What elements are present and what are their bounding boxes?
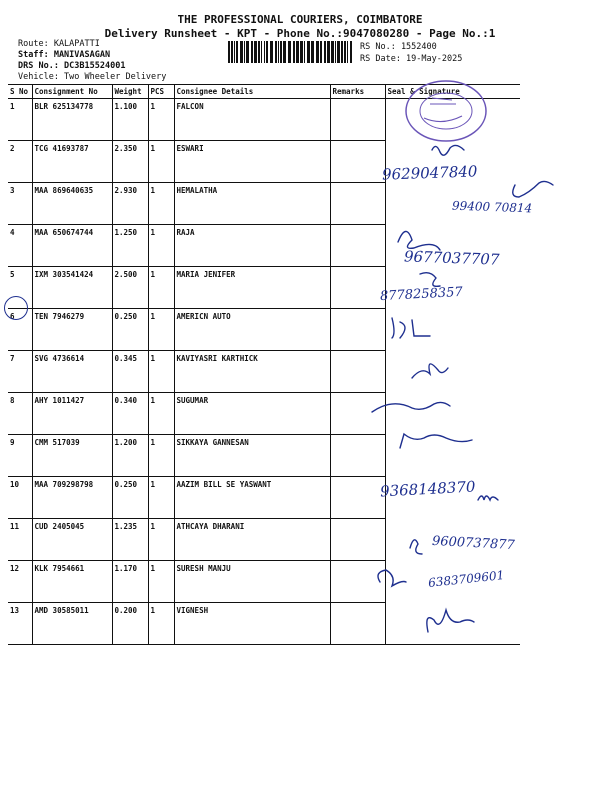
cell-pcs: 1 bbox=[148, 183, 174, 225]
cell-consignee: KAVIYASRI KARTHICK bbox=[174, 351, 330, 393]
handwritten-note-row-11: 9600737877 bbox=[431, 533, 516, 554]
handwritten-note-row-4: 9677037707 bbox=[403, 247, 500, 269]
barcode-bar bbox=[240, 41, 243, 63]
barcode-bar bbox=[246, 41, 249, 63]
cell-weight: 1.235 bbox=[112, 519, 148, 561]
cell-remarks bbox=[330, 519, 385, 561]
cell-consignment: MAA 869640635 bbox=[32, 183, 112, 225]
cell-pcs: 1 bbox=[148, 603, 174, 645]
handwritten-note-row-2: 9629047840 bbox=[381, 162, 478, 184]
barcode-bar bbox=[316, 41, 319, 63]
table-row bbox=[8, 183, 520, 225]
barcode-bar bbox=[337, 41, 340, 63]
cell-pcs: 1 bbox=[148, 351, 174, 393]
cell-consignee: HEMALATHA bbox=[174, 183, 330, 225]
row-6-mark-circle bbox=[4, 296, 28, 320]
cell-weight: 0.200 bbox=[112, 603, 148, 645]
cell-remarks bbox=[330, 309, 385, 351]
table-row bbox=[8, 309, 520, 351]
cell-pcs: 1 bbox=[148, 561, 174, 603]
handwritten-note-row-10: 9368148370 bbox=[379, 477, 476, 501]
cell-consignee: SUGUMAR bbox=[174, 393, 330, 435]
cell-consignee: RAJA bbox=[174, 225, 330, 267]
cell-sno: 9 bbox=[8, 435, 32, 477]
cell-weight: 1.200 bbox=[112, 435, 148, 477]
cell-remarks bbox=[330, 225, 385, 267]
barcode-bar bbox=[254, 41, 257, 63]
cell-sno: 4 bbox=[8, 225, 32, 267]
courier-stamp bbox=[402, 78, 490, 144]
table-row bbox=[8, 435, 520, 477]
table-row bbox=[8, 351, 520, 393]
cell-weight: 2.350 bbox=[112, 141, 148, 183]
cell-weight: 2.930 bbox=[112, 183, 148, 225]
barcode-bar bbox=[270, 41, 273, 63]
cell-seal-signature bbox=[385, 435, 520, 477]
cell-pcs: 1 bbox=[148, 225, 174, 267]
cell-remarks bbox=[330, 435, 385, 477]
cell-sno: 12 bbox=[8, 561, 32, 603]
barcode-bar bbox=[266, 41, 268, 63]
cell-consignment: AHY 1011427 bbox=[32, 393, 112, 435]
runsheet-subtitle: Delivery Runsheet - KPT - Phone No.:9047080280 - Page No.:1 bbox=[104, 27, 496, 40]
cell-consignment: AMD 30585011 bbox=[32, 603, 112, 645]
barcode bbox=[228, 41, 354, 63]
cell-weight: 1.170 bbox=[112, 561, 148, 603]
cell-consignment: BLR 625134778 bbox=[32, 99, 112, 141]
barcode-bar bbox=[251, 41, 253, 63]
cell-pcs: 1 bbox=[148, 99, 174, 141]
cell-weight: 1.250 bbox=[112, 225, 148, 267]
cell-remarks bbox=[330, 603, 385, 645]
cell-pcs: 1 bbox=[148, 393, 174, 435]
cell-pcs: 1 bbox=[148, 477, 174, 519]
cell-consignee: SURESH MANJU bbox=[174, 561, 330, 603]
vehicle-label: Vehicle: Two Wheeler Delivery bbox=[18, 72, 167, 82]
cell-sno: 11 bbox=[8, 519, 32, 561]
barcode-bar bbox=[275, 41, 277, 63]
cell-seal-signature bbox=[385, 351, 520, 393]
cell-remarks bbox=[330, 351, 385, 393]
cell-consignment: MAA 650674744 bbox=[32, 225, 112, 267]
barcode-bar bbox=[244, 41, 245, 63]
cell-weight: 0.250 bbox=[112, 477, 148, 519]
table-row bbox=[8, 393, 520, 435]
barcode-bar bbox=[234, 41, 235, 63]
cell-seal-signature bbox=[385, 309, 520, 351]
handwritten-note-row-5: 8778258357 bbox=[379, 284, 464, 305]
cell-consignment: TEN 7946279 bbox=[32, 309, 112, 351]
cell-sno: 5 bbox=[8, 267, 32, 309]
barcode-bar bbox=[307, 41, 310, 63]
cell-consignment: CMM 517039 bbox=[32, 435, 112, 477]
route-label: Route: KALAPATTI bbox=[18, 39, 100, 49]
col-weight: Weight bbox=[112, 85, 148, 99]
cell-consignment: KLK 7954661 bbox=[32, 561, 112, 603]
cell-sno: 3 bbox=[8, 183, 32, 225]
barcode-bar bbox=[236, 41, 238, 63]
cell-sno: 1 bbox=[8, 99, 32, 141]
barcode-bar bbox=[231, 41, 233, 63]
barcode-bar bbox=[258, 41, 260, 63]
barcode-bar bbox=[264, 41, 265, 63]
cell-remarks bbox=[330, 141, 385, 183]
barcode-bar bbox=[311, 41, 314, 63]
cell-remarks bbox=[330, 393, 385, 435]
barcode-bar bbox=[283, 41, 286, 63]
drs-label: DRS No.: DC3B15524001 bbox=[18, 61, 126, 71]
company-name: THE PROFESSIONAL COURIERS, COIMBATORE bbox=[177, 13, 423, 26]
barcode-bar bbox=[293, 41, 295, 63]
barcode-bar bbox=[324, 41, 326, 63]
cell-weight: 2.500 bbox=[112, 267, 148, 309]
barcode-bar bbox=[350, 41, 352, 63]
cell-consignment: MAA 709298798 bbox=[32, 477, 112, 519]
cell-sno: 7 bbox=[8, 351, 32, 393]
cell-weight: 1.100 bbox=[112, 99, 148, 141]
cell-consignee: MARIA JENIFER bbox=[174, 267, 330, 309]
handwritten-note-row-3: 99400 70814 bbox=[451, 198, 533, 216]
col-consignee: Consignee Details bbox=[174, 85, 330, 99]
cell-sno: 2 bbox=[8, 141, 32, 183]
col-seal: Seal & Signature bbox=[385, 85, 520, 99]
barcode-bar bbox=[261, 41, 262, 63]
col-pcs: PCS bbox=[148, 85, 174, 99]
barcode-bar bbox=[288, 41, 291, 63]
barcode-bar bbox=[228, 41, 230, 63]
cell-consignment: IXM 303541424 bbox=[32, 267, 112, 309]
cell-pcs: 1 bbox=[148, 267, 174, 309]
cell-consignee: SIKKAYA GANNESAN bbox=[174, 435, 330, 477]
cell-remarks bbox=[330, 477, 385, 519]
cell-consignment: SVG 4736614 bbox=[32, 351, 112, 393]
barcode-bar bbox=[335, 41, 336, 63]
barcode-bar bbox=[347, 41, 348, 63]
barcode-bar bbox=[327, 41, 330, 63]
col-remarks: Remarks bbox=[330, 85, 385, 99]
staff-label: Staff: MANIVASAGAN bbox=[18, 50, 111, 60]
cell-remarks bbox=[330, 183, 385, 225]
cell-sno: 6 bbox=[8, 309, 32, 351]
cell-consignee: ATHCAYA DHARANI bbox=[174, 519, 330, 561]
barcode-bar bbox=[331, 41, 334, 63]
cell-seal-signature bbox=[385, 393, 520, 435]
cell-weight: 0.345 bbox=[112, 351, 148, 393]
barcode-bar bbox=[280, 41, 282, 63]
cell-consignee: ESWARI bbox=[174, 141, 330, 183]
cell-consignee: AAZIM BILL SE YASWANT bbox=[174, 477, 330, 519]
cell-sno: 10 bbox=[8, 477, 32, 519]
barcode-bar bbox=[300, 41, 303, 63]
barcode-bar bbox=[296, 41, 299, 63]
cell-sno: 8 bbox=[8, 393, 32, 435]
cell-consignment: CUD 2405045 bbox=[32, 519, 112, 561]
col-sno: S No bbox=[8, 85, 32, 99]
barcode-bar bbox=[344, 41, 346, 63]
cell-sno: 13 bbox=[8, 603, 32, 645]
cell-consignee: VIGNESH bbox=[174, 603, 330, 645]
table-row bbox=[8, 603, 520, 645]
barcode-bar bbox=[278, 41, 279, 63]
cell-weight: 0.250 bbox=[112, 309, 148, 351]
cell-remarks bbox=[330, 267, 385, 309]
cell-consignment: TCG 41693787 bbox=[32, 141, 112, 183]
barcode-bar bbox=[320, 41, 322, 63]
cell-pcs: 1 bbox=[148, 141, 174, 183]
handwritten-note-row-12: 6383709601 bbox=[427, 568, 505, 590]
barcode-bar bbox=[341, 41, 343, 63]
cell-weight: 0.340 bbox=[112, 393, 148, 435]
cell-pcs: 1 bbox=[148, 435, 174, 477]
cell-pcs: 1 bbox=[148, 519, 174, 561]
rs-date: RS Date: 19-May-2025 bbox=[360, 54, 463, 64]
rs-number: RS No.: 1552400 bbox=[360, 42, 437, 52]
cell-consignee: FALCON bbox=[174, 99, 330, 141]
cell-pcs: 1 bbox=[148, 309, 174, 351]
cell-remarks bbox=[330, 561, 385, 603]
cell-remarks bbox=[330, 99, 385, 141]
cell-consignee: AMERICN AUTO bbox=[174, 309, 330, 351]
cell-seal-signature bbox=[385, 603, 520, 645]
barcode-bar bbox=[304, 41, 305, 63]
col-consignment: Consignment No bbox=[32, 85, 112, 99]
